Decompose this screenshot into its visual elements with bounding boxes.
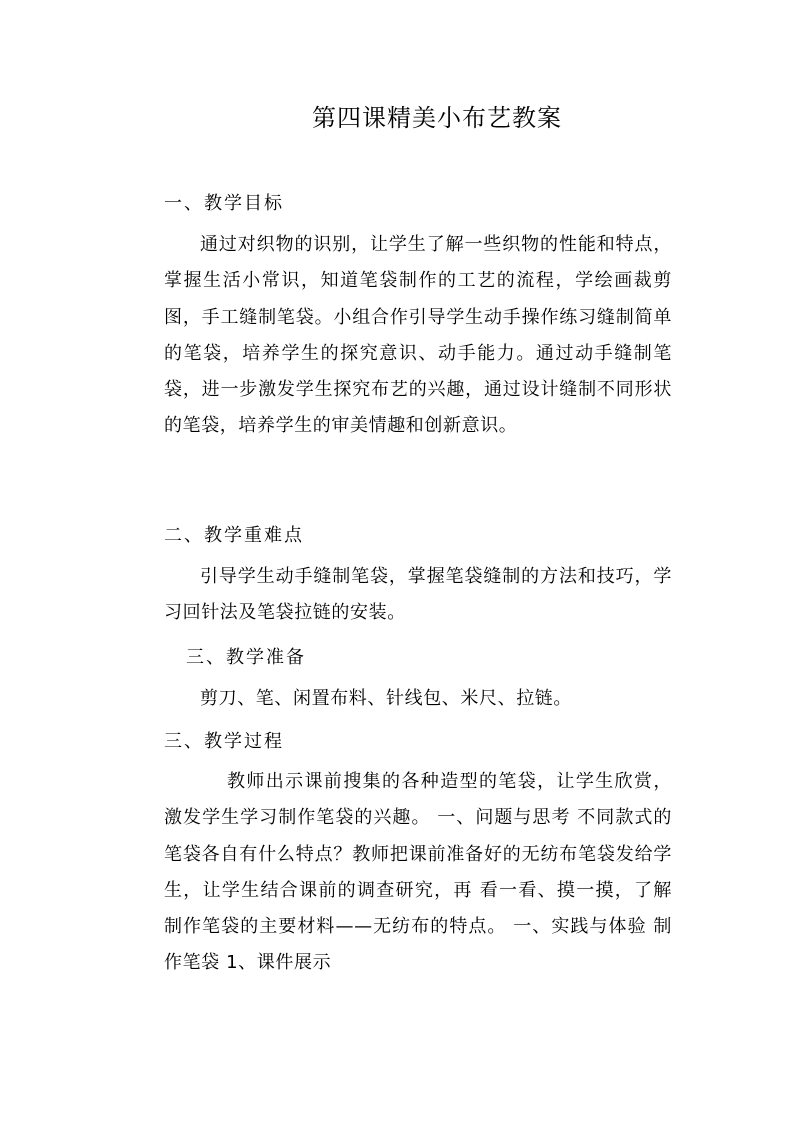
section-heading-preparation: 三、教学准备: [186, 647, 306, 668]
section-heading-process: 三、教学过程: [164, 731, 284, 752]
section-heading-objectives: 一、教学目标: [164, 193, 284, 214]
section-paragraph-process: 教师出示课前搜集的各种造型的笔袋，让学生欣赏，激发学生学习制作笔袋的兴趣。 一、问题与思考 不同款式的笔袋各自有什么特点？教师把课前准备好的无纺布笔袋发给学生，让学生结合课前的调查研究，再 看一看、摸一摸，了解制作笔袋的主要材料——无纺布的特点。 一、实践与体验 制作笔袋 1、课件展示: [164, 771, 672, 974]
document-title: 第四课精美小布艺教案: [312, 104, 562, 132]
section-heading-key-points: 二、教学重难点: [164, 525, 304, 546]
section-paragraph-preparation: 剪刀、笔、闲置布料、针线包、米尺、拉链。: [200, 688, 572, 709]
section-paragraph-objectives: 通过对织物的识别，让学生了解一些织物的性能和特点，掌握生活小常识，知道笔袋制作的工艺的流程，学绘画裁剪图，手工缝制笔袋。小组合作引导学生动手操作练习缝制简单的笔袋，培养学生的探究意识、动手能力。通过动手缝制笔袋，进一步激发学生探究布艺的兴趣，通过设计缝制不同形状的笔袋，培养学生的审美情趣和创新意识。: [164, 234, 672, 437]
section-paragraph-key-points: 引导学生动手缝制笔袋，掌握笔袋缝制的方法和技巧，学习回针法及笔袋拉链的安装。: [164, 566, 672, 624]
